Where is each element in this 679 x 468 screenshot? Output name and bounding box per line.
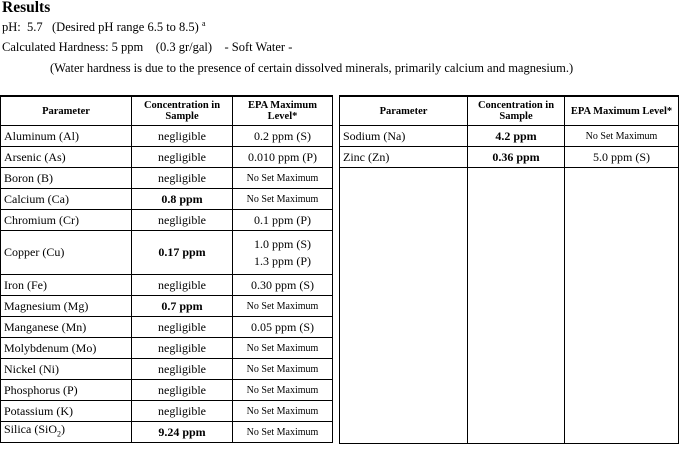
epa-level-value: 0.1 ppm (P) [254, 212, 311, 227]
parameter-tail: ) [61, 422, 65, 437]
epa-level-value: No Set Maximum [246, 364, 319, 375]
epa-level-cell [233, 296, 333, 317]
empty-cell [468, 168, 565, 444]
empty-cell [565, 168, 679, 444]
concentration-cell: 0.8 ppm [132, 189, 233, 210]
concentration-cell: negligible [132, 359, 233, 380]
parameter-name: Potassium (K) [4, 403, 73, 418]
parameter-cell [1, 189, 132, 210]
epa-level-value: 0.05 ppm (S) [251, 319, 314, 334]
epa-level-cell [233, 422, 333, 443]
ph-value: 5.7 [27, 20, 43, 35]
parameter-cell [1, 338, 132, 359]
epa-level-cell [233, 210, 333, 231]
epa-level-value: No Set Maximum [246, 406, 319, 417]
table-row [1, 359, 333, 380]
parameter-cell [1, 126, 132, 147]
concentration-header: Concentration in Sample [132, 96, 233, 126]
parameter-cell [1, 359, 132, 380]
epa-level-value: 5.0 ppm (S) [593, 149, 650, 164]
concentration-cell: 0.36 ppm [468, 147, 565, 168]
parameter-name: Nickel (Ni) [4, 361, 59, 376]
parameter-name: Zinc (Zn) [343, 149, 390, 164]
ph-line [2, 19, 206, 35]
parameter-name: Silica (SiO [4, 422, 57, 437]
parameter-name: Manganese (Mn) [4, 319, 87, 334]
parameter-name: Molybdenum (Mo) [4, 340, 97, 355]
epa-level-cell [233, 147, 333, 168]
table-header-row [340, 96, 679, 126]
parameter-cell [1, 275, 132, 296]
concentration-cell: 4.2 ppm [468, 126, 565, 147]
results-table-right [339, 95, 679, 444]
table-row [1, 317, 333, 338]
epa-header: EPA Maximum Level* [565, 96, 679, 126]
epa-level-cell [233, 359, 333, 380]
table-row [1, 380, 333, 401]
table-row [1, 275, 333, 296]
ph-footnote-mark: a [201, 19, 206, 28]
table-row [1, 296, 333, 317]
parameter-cell [1, 380, 132, 401]
parameter-subscript: 2 [57, 429, 61, 439]
epa-level-value: No Set Maximum [246, 301, 319, 312]
epa-level-cell [233, 275, 333, 296]
epa-level-cell [233, 126, 333, 147]
results-table-left [0, 95, 333, 443]
parameter-name: Arsenic (As) [4, 149, 66, 164]
left-table-body [1, 126, 333, 443]
epa-level-value: 0.30 ppm (S) [251, 277, 314, 292]
epa-level-cell [565, 126, 679, 147]
epa-level-value: No Set Maximum [246, 173, 319, 184]
concentration-cell: negligible [132, 338, 233, 359]
concentration-cell: 0.7 ppm [132, 296, 233, 317]
ph-range-note: (Desired pH range 6.5 to 8.5) [52, 20, 199, 35]
parameter-cell [1, 168, 132, 189]
parameter-name: Magnesium (Mg) [4, 298, 89, 313]
results-heading: Results [2, 0, 51, 16]
table-row [1, 189, 333, 210]
hardness-line: Calculated Hardness: 5 ppm (0.3 gr/gal) - Soft Water - [2, 40, 293, 54]
epa-level-value: No Set Maximum [246, 385, 319, 396]
concentration-cell: negligible [132, 147, 233, 168]
right-table-body [340, 126, 679, 444]
parameter-cell [1, 401, 132, 422]
epa-level-cell [233, 317, 333, 338]
parameter-name: Iron (Fe) [4, 277, 47, 292]
epa-level-value: No Set Maximum [585, 131, 658, 142]
epa-level-value: No Set Maximum [246, 343, 319, 354]
epa-level-cell [233, 189, 333, 210]
concentration-cell: negligible [132, 168, 233, 189]
table-row [340, 126, 679, 147]
concentration-cell: 0.17 ppm [132, 231, 233, 275]
concentration-cell: 9.24 ppm [132, 422, 233, 443]
table-row [340, 147, 679, 168]
epa-level-cell [233, 338, 333, 359]
parameter-cell [1, 422, 132, 443]
parameter-cell [1, 317, 132, 338]
epa-header: EPA Maximum Level* [233, 96, 333, 126]
parameter-cell [1, 210, 132, 231]
concentration-cell: negligible [132, 401, 233, 422]
table-row [1, 401, 333, 422]
parameter-name: Boron (B) [4, 170, 53, 185]
epa-level-cell [233, 168, 333, 189]
epa-level-value: No Set Maximum [246, 427, 319, 438]
epa-level-value: 1.0 ppm (S) [254, 236, 311, 251]
parameter-name: Sodium (Na) [343, 128, 406, 143]
parameter-header: Parameter [1, 96, 132, 126]
table-row [1, 210, 333, 231]
parameter-name: Aluminum (Al) [4, 128, 79, 143]
hardness-note: (Water hardness is due to the presence of certain dissolved minerals, primarily calcium and magnesium.) [50, 61, 574, 75]
table-row [1, 338, 333, 359]
table-row [1, 422, 333, 443]
epa-level-value: 0.2 ppm (S) [254, 128, 311, 143]
epa-level-value: 0.010 ppm (P) [248, 149, 317, 164]
parameter-name: Copper (Cu) [4, 245, 65, 259]
concentration-cell: negligible [132, 210, 233, 231]
table-header-row [1, 96, 333, 126]
parameter-cell [1, 231, 132, 275]
ph-label: pH: [2, 20, 21, 35]
table-row [1, 147, 333, 168]
epa-level-cell [233, 401, 333, 422]
parameter-name: Phosphorus (P) [4, 382, 78, 397]
epa-level-cell [233, 380, 333, 401]
concentration-cell: negligible [132, 380, 233, 401]
empty-filler-row [340, 168, 679, 444]
concentration-cell: negligible [132, 317, 233, 338]
parameter-name: Calcium (Ca) [4, 191, 69, 206]
empty-cell [340, 168, 468, 444]
epa-level-value: 1.3 ppm (P) [254, 253, 311, 268]
parameter-cell [340, 147, 468, 168]
concentration-cell: negligible [132, 126, 233, 147]
concentration-cell: negligible [132, 275, 233, 296]
table-row [1, 231, 333, 275]
epa-level-value: No Set Maximum [246, 194, 319, 205]
parameter-cell [1, 296, 132, 317]
table-row [1, 168, 333, 189]
epa-level-cell [233, 231, 333, 275]
parameter-cell [340, 126, 468, 147]
epa-level-cell [565, 147, 679, 168]
parameter-cell [1, 147, 132, 168]
table-row [1, 126, 333, 147]
parameter-name: Chromium (Cr) [4, 212, 79, 227]
parameter-header: Parameter [340, 96, 468, 126]
concentration-header: Concentration in Sample [468, 96, 565, 126]
